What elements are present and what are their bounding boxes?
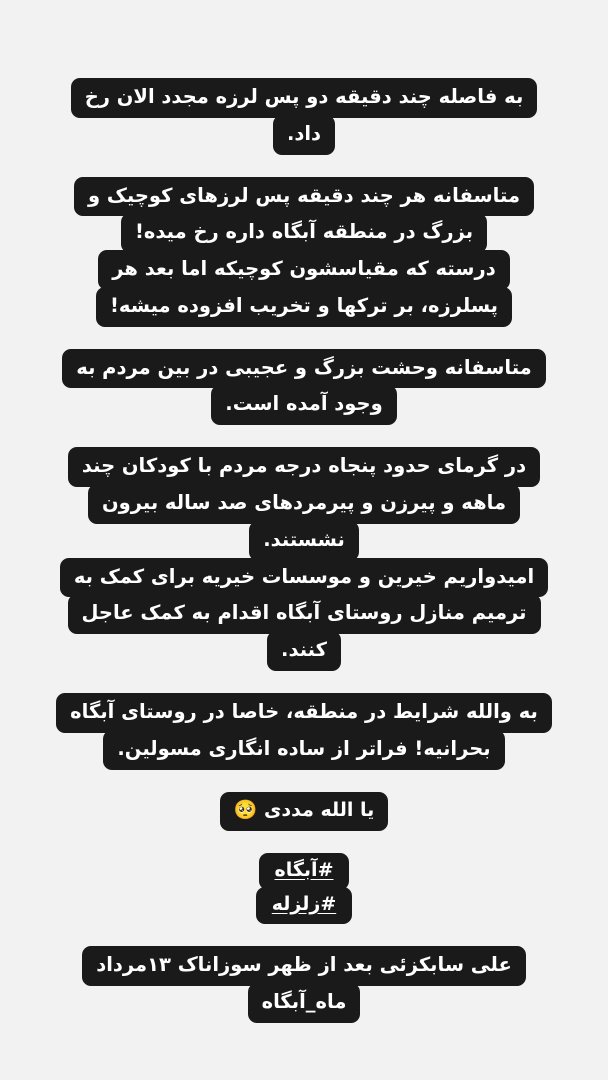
text-line: درسته که مقیاسشون کوچیکه اما بعد هر <box>98 250 509 290</box>
text-line: ماه_آبگاه <box>248 983 361 1023</box>
hashtag-zelzele[interactable] <box>256 887 352 924</box>
text-line: یا الله مددی 🥺 <box>220 792 389 831</box>
hashtags <box>40 853 568 924</box>
text-line: متاسفانه وحشت بزرگ و عجیبی در بین مردم به <box>62 349 546 389</box>
text-line: ماهه و پیرزن و پیرمردهای صد ساله بیرون <box>88 484 520 524</box>
message-1 <box>40 78 568 155</box>
message-6 <box>40 792 568 831</box>
message-5 <box>40 693 568 770</box>
text-line: داد. <box>273 115 335 155</box>
message-2 <box>40 177 568 327</box>
message-3 <box>40 349 568 426</box>
text-line: علی سابکزئی بعد از ظهر سوزاناک ۱۳مرداد <box>82 946 526 986</box>
hashtag-label: #زلزله <box>271 892 337 915</box>
text-line: امیدواریم خیرین و موسسات خیریه برای کمک به <box>60 558 548 598</box>
text-line: متاسفانه هر چند دقیقه پس لرزهای کوچیک و <box>74 177 534 217</box>
text-line: بزرگ در منطقه آبگاه داره رخ میده! <box>121 213 487 253</box>
text-line: به فاصله چند دقیقه دو پس لرزه مجدد الان رخ <box>71 78 538 118</box>
text-line: کنند. <box>267 631 341 671</box>
message-4 <box>40 447 568 671</box>
text-line: ترمیم منازل روستای آبگاه اقدام به کمک عاجل <box>68 594 541 634</box>
text-line: به والله شرایط در منطقه، خاصا در روستای آبگاه <box>56 693 552 733</box>
text-line: پسلرزه، بر ترکها و تخریب افزوده میشه! <box>96 287 512 327</box>
text-line: نشستند. <box>249 521 359 561</box>
text-line: در گرمای حدود پنجاه درجه مردم با کودکان چند <box>68 447 540 487</box>
signature <box>40 946 568 1023</box>
hashtag-label: #آبگاه <box>274 858 334 881</box>
text-line: بحرانیه! فراتر از ساده انگاری مسولین. <box>103 730 504 770</box>
text-line: وجود آمده است. <box>211 385 396 425</box>
hashtag-abgah[interactable] <box>259 853 350 890</box>
